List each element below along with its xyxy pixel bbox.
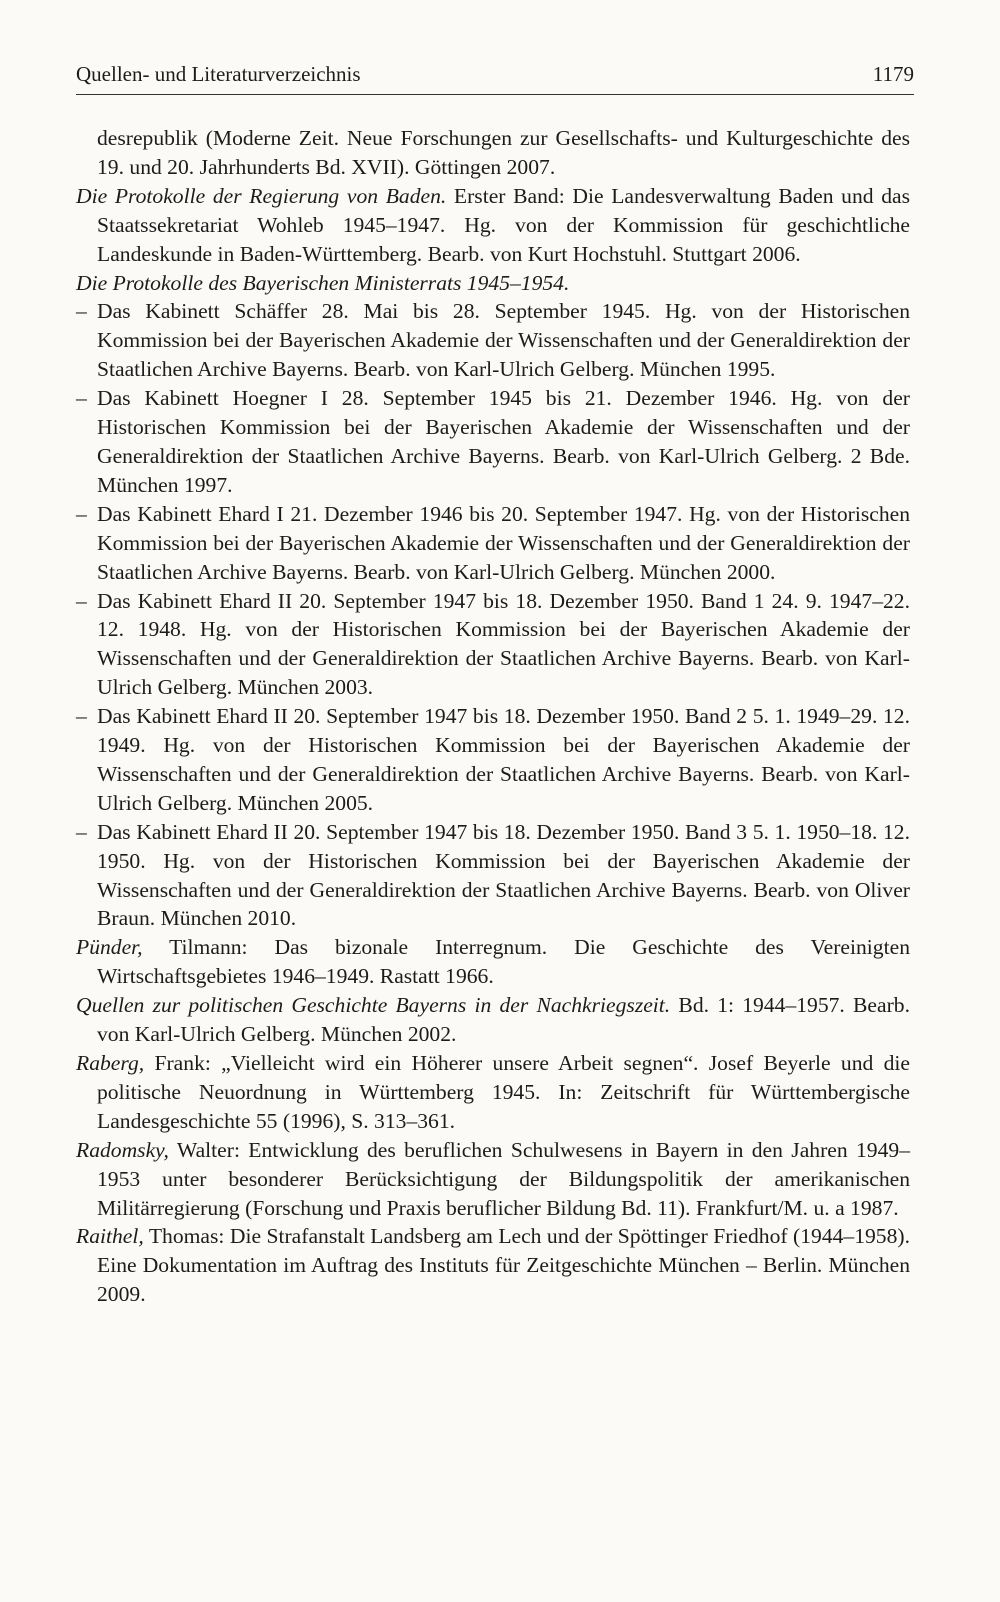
entry-title: Die Protokolle des Bayerischen Ministerrats 1945–1954.	[76, 270, 570, 295]
bibliography-entry	[76, 124, 910, 182]
entry-title: Die Protokolle der Regierung von Baden.	[76, 183, 447, 208]
entry-text: Das Kabinett Schäffer 28. Mai bis 28. September 1945. Hg. von der Historischen Kommission bei der Bayerischen Akademie der Wissenschaften und der Generaldirektion der Staatlichen Archive Bayerns. Bearb. von Karl-Ulrich Gelberg. München 1995.	[97, 299, 910, 382]
entry-text: Das Kabinett Ehard I 21. Dezember 1946 bis 20. September 1947. Hg. von der Historischen Kommission bei der Bayerischen Akademie der Wissenschaften und der Generaldirektion der Staatlichen Archive Bayerns. Bearb. von Karl-Ulrich Gelberg. München 2000.	[97, 501, 910, 584]
bibliography-subentry	[76, 818, 910, 934]
dash-marker: –	[76, 386, 87, 411]
dash-marker: –	[76, 588, 87, 613]
bibliography-entry	[76, 269, 910, 298]
entry-text: Bd. 1: 1944–1957. Bearb. von Karl-Ulrich Gelberg. München 2002.	[97, 993, 910, 1047]
entry-text: Thomas: Die Strafanstalt Landsberg am Lech und der Spöttinger Friedhof (1944–1958). Eine Dokumentation im Auftrag des Instituts für Zeitgeschichte München – Berlin. München 2009.	[97, 1224, 910, 1307]
page-number: 1179	[872, 61, 914, 86]
entry-author: Raberg,	[76, 1051, 145, 1075]
entry-author: Radomsky,	[76, 1137, 169, 1162]
entry-text: Das Kabinett Ehard II 20. September 1947 bis 18. Dezember 1950. Band 2 5. 1. 1949–29. 12. 1949. Hg. von der Historischen Kommission bei der Bayerischen Akademie der Wissenschaften und der Generaldirektion der Staatlichen Archive Bayerns. Bearb. von Karl-Ulrich Gelberg. München 2005.	[97, 704, 910, 815]
bibliography-subentry	[76, 587, 910, 703]
bibliography-entry	[76, 991, 910, 1049]
header-rule	[76, 94, 914, 95]
bibliography-entry	[76, 1049, 910, 1136]
bibliography-list	[76, 124, 910, 1309]
entry-text: Das Kabinett Hoegner I 28. September 1945 bis 21. Dezember 1946. Hg. von der Historischen Kommission bei der Bayerischen Akademie der Wissenschaften und der Generaldirektion der Staatlichen Archive Bayerns. Bearb. von Karl-Ulrich Gelberg. 2 Bde. München 1997.	[97, 386, 910, 497]
bibliography-entry	[76, 1136, 910, 1223]
entry-text: Das Kabinett Ehard II 20. September 1947 bis 18. Dezember 1950. Band 1 24. 9. 1947–22. 12. 1948. Hg. von der Historischen Kommission bei der Bayerischen Akademie der Wissenschaften und der Generaldirektion der Staatlichen Archive Bayerns. Bearb. von Karl-Ulrich Gelberg. München 2003.	[97, 588, 910, 700]
running-title: Quellen- und Literaturverzeichnis	[76, 61, 361, 86]
bibliography-subentry	[76, 500, 910, 587]
entry-text: Erster Band: Die Landesverwaltung Baden und das Staatssekretariat Wohleb 1945–1947. Hg. von der Kommission für geschichtliche Landeskunde in Baden-Württemberg. Bearb. von Kurt Hochstuhl. Stuttgart 2006.	[97, 183, 910, 266]
dash-marker: –	[76, 704, 87, 729]
entry-author: Raithel,	[76, 1224, 144, 1249]
dash-marker: –	[76, 819, 87, 844]
entry-text: desrepublik (Moderne Zeit. Neue Forschungen zur Gesellschafts- und Kulturgeschichte des 19. und 20. Jahrhunderts Bd. XVII). Göttingen 2007.	[97, 126, 910, 179]
bibliography-subentry	[76, 297, 910, 384]
entry-author: Pünder,	[76, 935, 143, 960]
bibliography-entry	[76, 182, 910, 269]
bibliography-entry	[76, 1222, 910, 1309]
entry-text: Das Kabinett Ehard II 20. September 1947 bis 18. Dezember 1950. Band 3 5. 1. 1950–18. 12. 1950. Hg. von der Historischen Kommission bei der Bayerischen Akademie der Wissenschaften und der Generaldirektion der Staatlichen Archive Bayerns. Bearb. von Oliver Braun. München 2010.	[97, 819, 910, 931]
dash-marker: –	[76, 299, 87, 324]
entry-text: Frank: „Vielleicht wird ein Höherer unsere Arbeit segnen“. Josef Beyerle und die politische Neuordnung in Württemberg 1945. In: Zeitschrift für Württembergische Landesgeschichte 55 (1996), S. 313–361.	[97, 1051, 910, 1133]
bibliography-subentry	[76, 702, 910, 818]
dash-marker: –	[76, 501, 87, 526]
entry-text: Tilmann: Das bizonale Interregnum. Die Geschichte des Vereinigten Wirtschaftsgebietes 1946–1949. Rastatt 1966.	[97, 935, 910, 989]
bibliography-entry	[76, 933, 910, 991]
bibliography-subentry	[76, 384, 910, 500]
entry-title: Quellen zur politischen Geschichte Bayerns in der Nachkriegszeit.	[76, 993, 671, 1018]
entry-text: Walter: Entwicklung des beruflichen Schulwesens in Bayern in den Jahren 1949–1953 unter besonderer Berücksichtigung der Bildungspolitik der amerikanischen Militärregierung (Forschung und Praxis beruflicher Bildung Bd. 11). Frankfurt/M. u. a 1987.	[97, 1137, 910, 1220]
page-header	[76, 56, 914, 92]
